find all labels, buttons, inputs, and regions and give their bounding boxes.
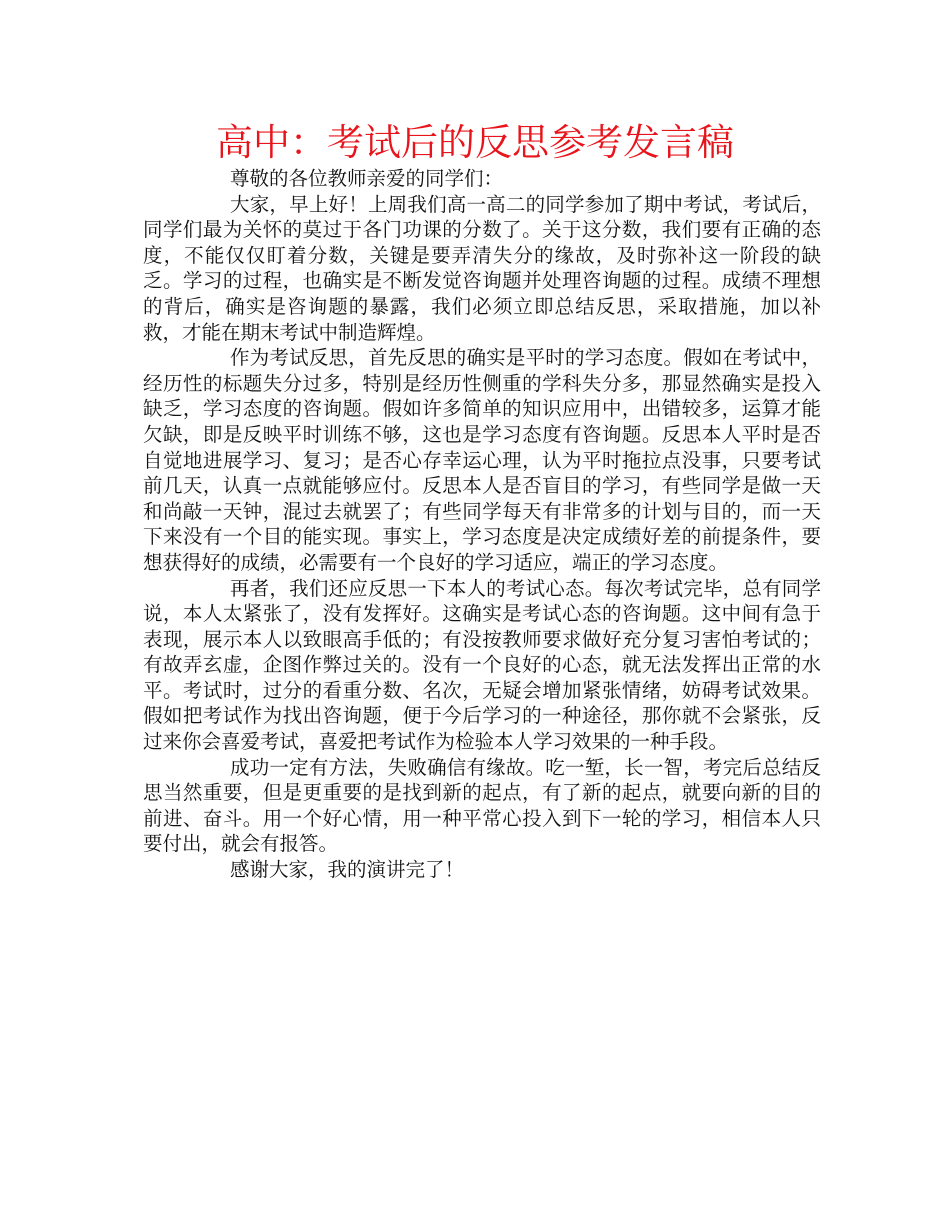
document-body <box>143 166 821 883</box>
document-title: 高中：考试后的反思参考发言稿 <box>216 121 734 164</box>
closing-paragraph: 感谢大家，我的演讲完了！ <box>230 858 465 882</box>
paragraph-4: 成功一定有方法，失败确信有缘故。吃一堑，长一智，考完后总结反思当然重要，但是更重要的是找到新的起点，有了新的起点，就要向新的目的前进、奋斗。用一个好心情，用一种平常心投入到下一轮的学习，相信本人只要付出，就会有报答。 <box>143 755 821 856</box>
paragraph-3: 再者，我们还应反思一下本人的考试心态。每次考试完毕，总有同学说，本人太紧张了，没有发挥好。这确实是考试心态的咨询题。这中间有急于表现，展示本人以致眼高手低的；有没按教师要求做好充分复习害怕考试的；有故弄玄虚，企图作弊过关的。没有一个良好的心态，就无法发挥出正常的水平。考试时，过分的看重分数、名次，无疑会增加紧张情绪，妨碍考试效果。假如把考试作为找出咨询题，便于今后学习的一种途径，那你就不会紧张，反过来你会喜爱考试，喜爱把考试作为检验本人学习效果的一种手段。 <box>143 576 821 754</box>
paragraph-1: 大家，早上好！上周我们高一高二的同学参加了期中考试，考试后，同学们最为关怀的莫过于各门功课的分数了。关于这分数，我们要有正确的态度，不能仅仅盯着分数，关键是要弄清失分的缘故，及时弥补这一阶段的缺乏。学习的过程，也确实是不断发觉咨询题并处理咨询题的过程。成绩不理想的背后，确实是咨询题的暴露，我们必须立即总结反思，采取措施，加以补救，才能在期末考试中制造辉煌。 <box>143 192 821 344</box>
paragraph-2: 作为考试反思，首先反思的确实是平时的学习态度。假如在考试中，经历性的标题失分过多，特别是经历性侧重的学科失分多，那显然确实是投入缺乏，学习态度的咨询题。假如许多简单的知识应用中，出错较多，运算才能欠缺，即是反映平时训练不够，这也是学习态度有咨询题。反思本人平时是否自觉地进展学习、复习；是否心存幸运心理，认为平时拖拉点没事，只要考试前几天，认真一点就能够应付。反思本人是否盲目的学习，有些同学是做一天和尚敲一天钟，混过去就罢了；有些同学每天有非常多的计划与目的，而一天下来没有一个目的能实现。事实上，学习态度是决定成绩好差的前提条件，要想获得好的成绩，必需要有一个良好的学习适应，端正的学习态度。 <box>143 346 821 574</box>
salutation: 尊敬的各位教师亲爱的同学们： <box>230 167 504 190</box>
